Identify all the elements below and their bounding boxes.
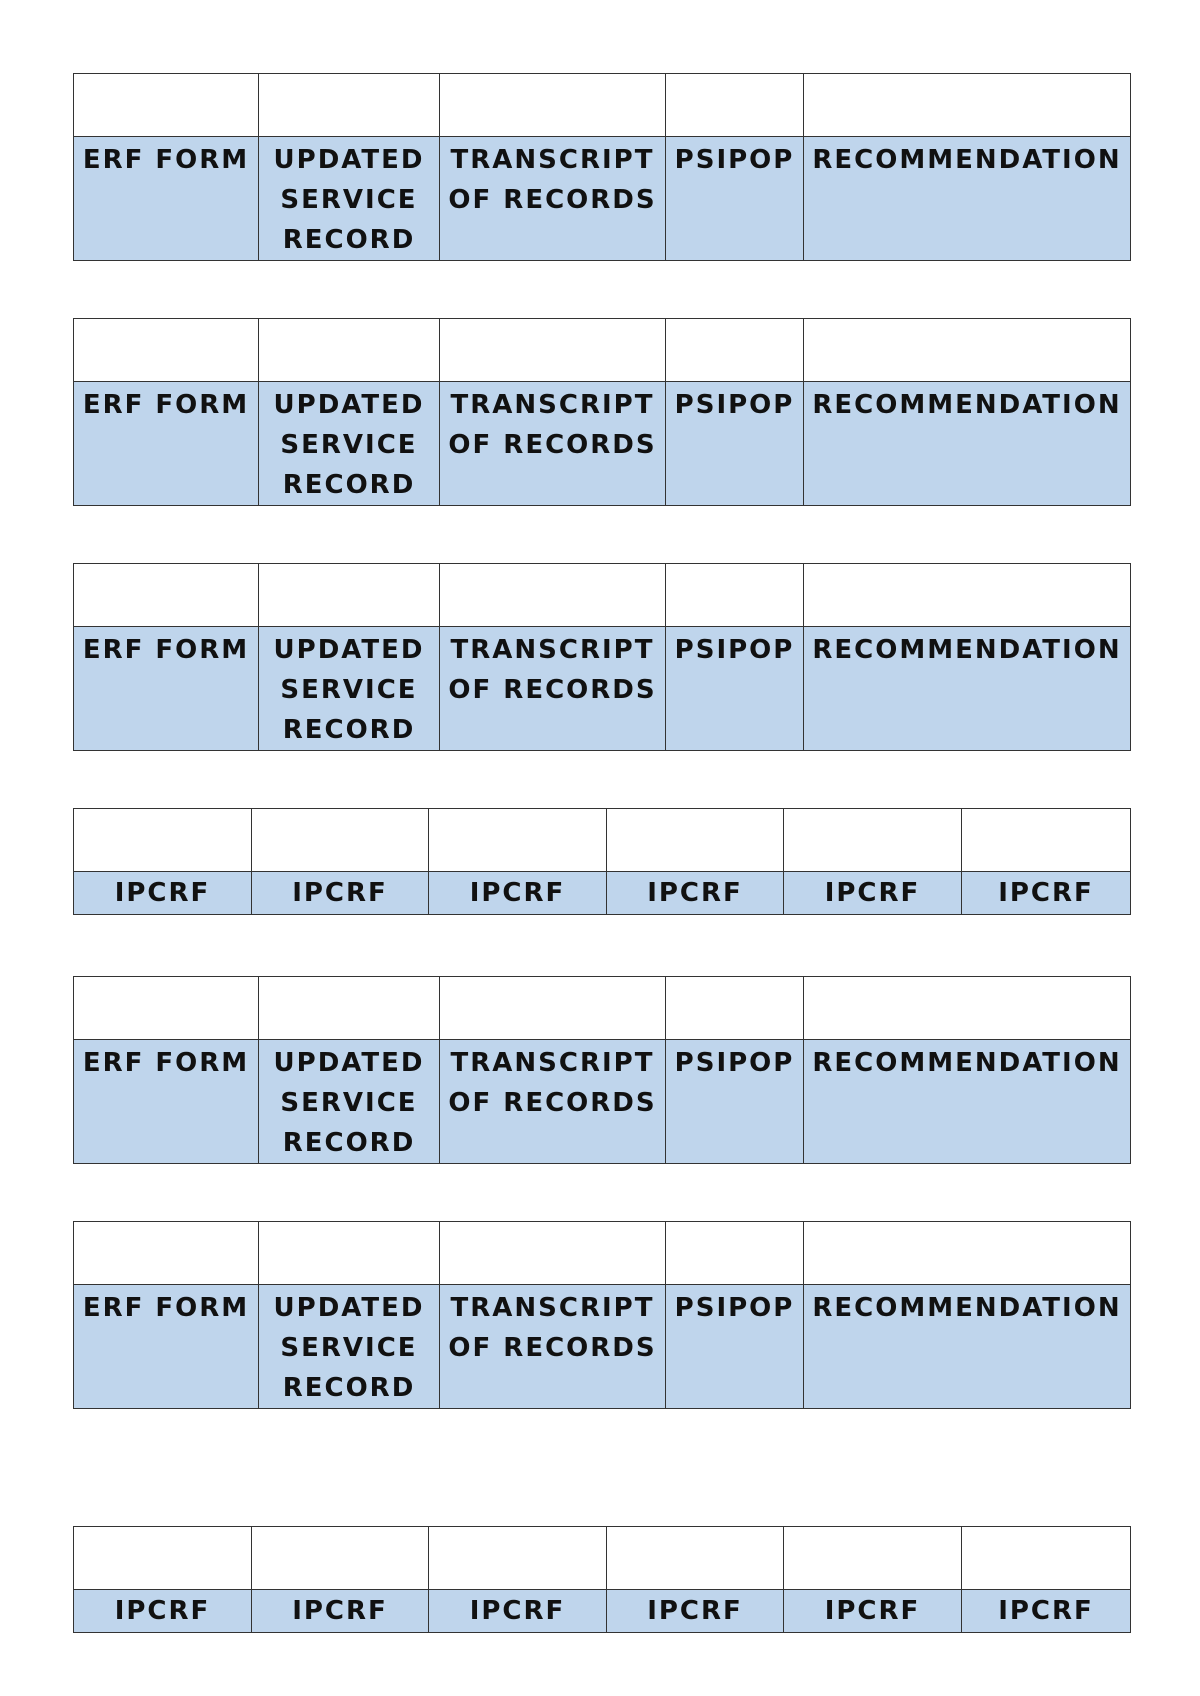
blank-cell[interactable] [804, 319, 1131, 382]
header-row [74, 1285, 1131, 1409]
blank-cell[interactable] [74, 809, 252, 872]
blank-cell[interactable] [804, 1222, 1131, 1285]
ipcrf-label-table-2 [73, 1526, 1131, 1633]
blank-cell[interactable] [74, 319, 259, 382]
header-erf-form: ERF FORM [74, 1285, 259, 1409]
header-updated-service-record: UPDATED SERVICE RECORD [259, 382, 440, 506]
blank-row [74, 1527, 1131, 1590]
header-ipcrf: IPCRF [429, 872, 607, 915]
header-ipcrf: IPCRF [74, 1590, 252, 1633]
blank-cell[interactable] [259, 564, 440, 627]
header-recommendation: RECOMMENDATION [804, 627, 1131, 751]
header-ipcrf: IPCRF [429, 1590, 607, 1633]
header-ipcrf: IPCRF [74, 872, 252, 915]
blank-cell[interactable] [607, 1527, 784, 1590]
header-updated-service-record: UPDATED SERVICE RECORD [259, 1040, 440, 1164]
header-ipcrf: IPCRF [962, 1590, 1131, 1633]
header-updated-service-record: UPDATED SERVICE RECORD [259, 627, 440, 751]
blank-cell[interactable] [784, 1527, 962, 1590]
document-label-table-5 [73, 1221, 1131, 1409]
document-label-table-1 [73, 73, 1131, 261]
blank-cell[interactable] [74, 74, 259, 137]
blank-cell[interactable] [252, 1527, 429, 1590]
header-psipop: PSIPOP [666, 1040, 804, 1164]
blank-cell[interactable] [74, 1527, 252, 1590]
header-row [74, 627, 1131, 751]
header-row [74, 872, 1131, 915]
header-transcript-of-records: TRANSCRIPT OF RECORDS [440, 137, 666, 261]
header-row [74, 1040, 1131, 1164]
document-label-table-3 [73, 563, 1131, 751]
blank-cell[interactable] [259, 74, 440, 137]
blank-cell[interactable] [784, 809, 962, 872]
blank-cell[interactable] [259, 319, 440, 382]
blank-cell[interactable] [666, 1222, 804, 1285]
header-ipcrf: IPCRF [784, 872, 962, 915]
header-erf-form: ERF FORM [74, 382, 259, 506]
blank-cell[interactable] [74, 1222, 259, 1285]
blank-row [74, 809, 1131, 872]
header-transcript-of-records: TRANSCRIPT OF RECORDS [440, 1285, 666, 1409]
header-updated-service-record: UPDATED SERVICE RECORD [259, 137, 440, 261]
blank-cell[interactable] [259, 977, 440, 1040]
blank-cell[interactable] [962, 1527, 1131, 1590]
document-label-table-2 [73, 318, 1131, 506]
blank-cell[interactable] [440, 977, 666, 1040]
blank-cell[interactable] [440, 1222, 666, 1285]
document-label-table-4 [73, 976, 1131, 1164]
header-row [74, 382, 1131, 506]
blank-cell[interactable] [74, 564, 259, 627]
header-updated-service-record: UPDATED SERVICE RECORD [259, 1285, 440, 1409]
header-ipcrf: IPCRF [784, 1590, 962, 1633]
header-erf-form: ERF FORM [74, 137, 259, 261]
header-transcript-of-records: TRANSCRIPT OF RECORDS [440, 382, 666, 506]
header-psipop: PSIPOP [666, 627, 804, 751]
blank-cell[interactable] [666, 319, 804, 382]
blank-row [74, 977, 1131, 1040]
header-ipcrf: IPCRF [607, 872, 784, 915]
blank-cell[interactable] [666, 564, 804, 627]
blank-cell[interactable] [429, 1527, 607, 1590]
header-ipcrf: IPCRF [252, 872, 429, 915]
header-erf-form: ERF FORM [74, 627, 259, 751]
blank-row [74, 74, 1131, 137]
blank-cell[interactable] [440, 74, 666, 137]
blank-cell[interactable] [607, 809, 784, 872]
blank-cell[interactable] [74, 977, 259, 1040]
blank-cell[interactable] [666, 977, 804, 1040]
header-ipcrf: IPCRF [252, 1590, 429, 1633]
blank-cell[interactable] [440, 564, 666, 627]
blank-row [74, 1222, 1131, 1285]
blank-cell[interactable] [962, 809, 1131, 872]
header-ipcrf: IPCRF [607, 1590, 784, 1633]
header-transcript-of-records: TRANSCRIPT OF RECORDS [440, 1040, 666, 1164]
blank-row [74, 319, 1131, 382]
header-recommendation: RECOMMENDATION [804, 137, 1131, 261]
header-row [74, 1590, 1131, 1633]
header-transcript-of-records: TRANSCRIPT OF RECORDS [440, 627, 666, 751]
header-row [74, 137, 1131, 261]
header-ipcrf: IPCRF [962, 872, 1131, 915]
blank-cell[interactable] [804, 564, 1131, 627]
header-psipop: PSIPOP [666, 1285, 804, 1409]
blank-cell[interactable] [429, 809, 607, 872]
header-recommendation: RECOMMENDATION [804, 1040, 1131, 1164]
header-psipop: PSIPOP [666, 137, 804, 261]
header-recommendation: RECOMMENDATION [804, 1285, 1131, 1409]
ipcrf-label-table-1 [73, 808, 1131, 915]
blank-cell[interactable] [804, 74, 1131, 137]
header-recommendation: RECOMMENDATION [804, 382, 1131, 506]
blank-cell[interactable] [259, 1222, 440, 1285]
blank-cell[interactable] [440, 319, 666, 382]
blank-row [74, 564, 1131, 627]
blank-cell[interactable] [804, 977, 1131, 1040]
blank-cell[interactable] [252, 809, 429, 872]
header-erf-form: ERF FORM [74, 1040, 259, 1164]
blank-cell[interactable] [666, 74, 804, 137]
header-psipop: PSIPOP [666, 382, 804, 506]
